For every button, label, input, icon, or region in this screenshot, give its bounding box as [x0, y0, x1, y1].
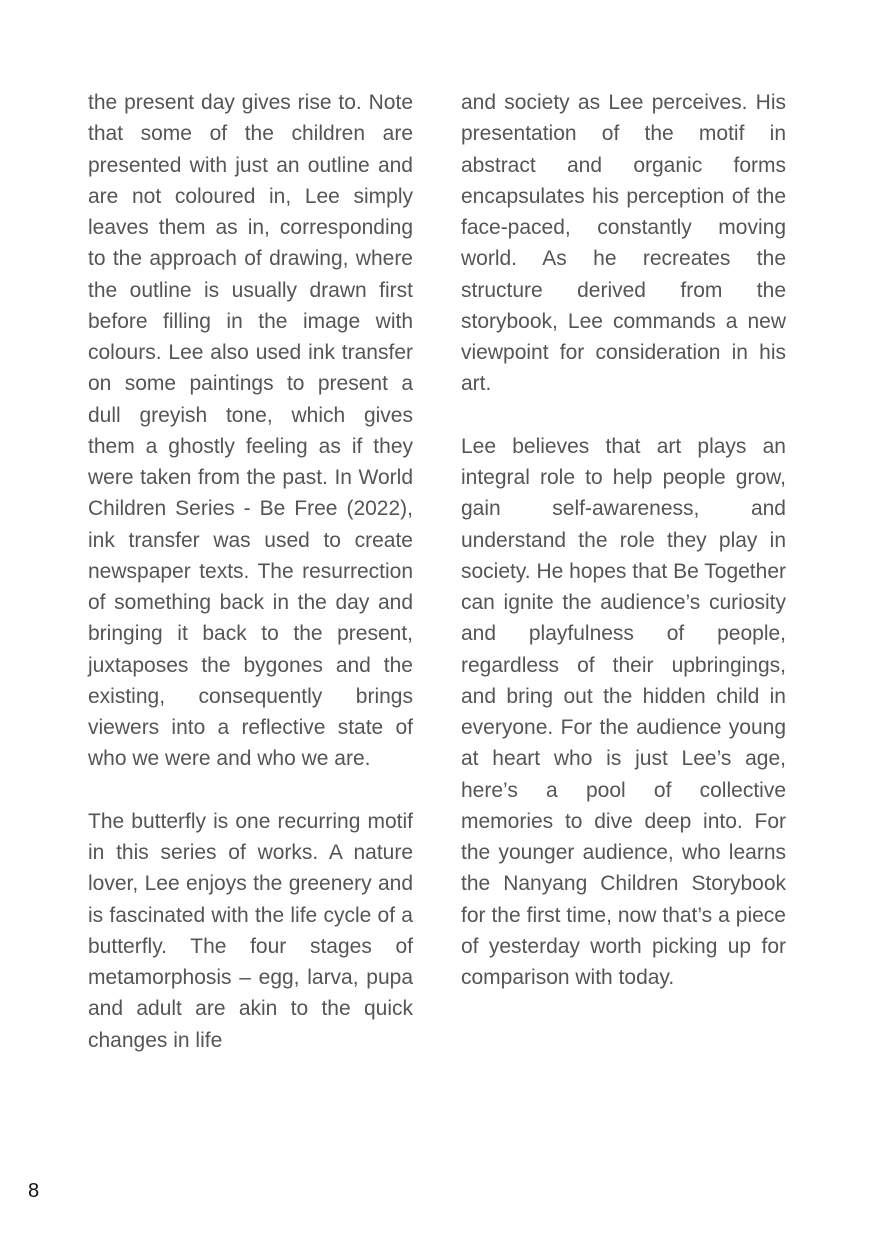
left-text-column: [88, 87, 413, 1056]
page-number: 8: [28, 1180, 40, 1202]
paragraph-art-role: Lee believes that art plays an integral role to help people grow, gain self-awareness, and understand the role they play in society. He hopes that Be Together can ignite the audience’s curiosity and playfulness of people, regardless of their upbringings, and bring out the hidden child in everyone. For the audience young at heart who is just Lee’s age, here’s a pool of collective memories to dive deep into. For the younger audience, who learns the Nanyang Children Storybook for the first time, now that’s a piece of yesterday worth picking up for comparison with today.: [461, 434, 786, 989]
paragraph-butterfly-motif: The butterfly is one recurring motif in this series of works. A nature lover, Lee enjoys the greenery and is fascinated with the life cycle of a butterfly. The four stages of metamorphosis – egg, larva, pupa and adult are akin to the quick changes in life: [88, 809, 413, 1052]
paragraph-ink-transfer: the present day gives rise to. Note that some of the children are presented with just an outline and are not coloured in, Lee simply leaves them as in, corresponding to the approach of drawing, where the outline is usually drawn first before filling in the image with colours. Lee also used ink transfer on some paintings to present a dull greyish tone, which gives them a ghostly feeling as if they were taken from the past. In World Children Series - Be Free (2022), ink transfer was used to create newspaper texts. The resurrection of something back in the day and bringing it back to the present, juxtaposes the bygones and the existing, consequently brings viewers into a reflective state of who we were and who we are.: [88, 91, 413, 771]
paragraph-motif-presentation: and society as Lee perceives. His presentation of the motif in abstract and organic forms encapsulates his perception of the face-paced, constantly moving world. As he recreates the structure derived from the storybook, Lee commands a new viewpoint for consideration in his art.: [461, 91, 786, 396]
right-text-column: [461, 87, 786, 993]
